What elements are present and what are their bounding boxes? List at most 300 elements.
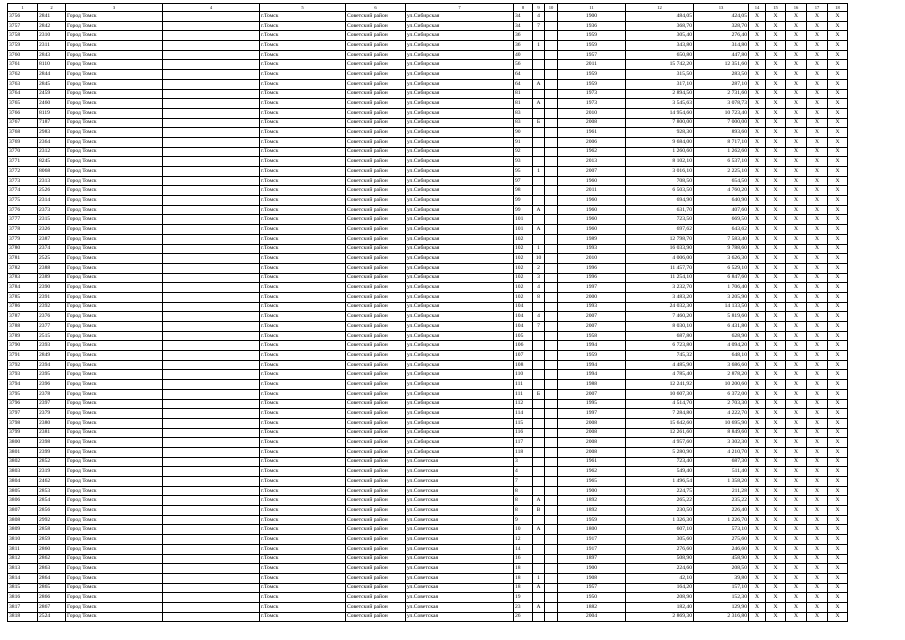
table-cell: г.Томск (260, 360, 346, 370)
table-cell: X (828, 157, 848, 167)
table-cell: X (786, 205, 807, 215)
table-cell: 10 695,90 (694, 418, 749, 428)
table-cell: 102 (514, 292, 533, 302)
table-cell: X (807, 292, 828, 302)
table-cell: 3781 (8, 254, 38, 264)
table-cell: 90 (514, 128, 533, 138)
table-cell: Город Томск (66, 108, 163, 118)
table-row (8, 244, 848, 254)
table-cell: 106 (514, 341, 533, 351)
table-cell: 1900 (558, 564, 626, 574)
table-cell: 315,50 (626, 70, 694, 80)
table-row (8, 79, 848, 89)
table-cell: 10 607,30 (626, 389, 694, 399)
table-cell: 2326 (38, 225, 66, 235)
table-cell: X (766, 205, 786, 215)
table-cell: 640,90 (694, 196, 749, 206)
table-cell (163, 602, 260, 612)
table-cell: Город Томск (66, 41, 163, 51)
table-cell: 3805 (8, 486, 38, 496)
table-cell: 3 686,60 (694, 360, 749, 370)
table-row (8, 283, 848, 293)
table-cell: Б (533, 118, 545, 128)
table-cell: 102 (514, 244, 533, 254)
table-cell: X (749, 254, 766, 264)
table-cell: г.Томск (260, 612, 346, 622)
table-cell: Советский район (346, 205, 406, 215)
table-cell: X (828, 554, 848, 564)
table-cell: Город Томск (66, 147, 163, 157)
table-cell: 9 684,00 (626, 137, 694, 147)
table-cell: 2460 (38, 99, 66, 109)
table-cell: 2376 (38, 312, 66, 322)
table-cell: X (786, 147, 807, 157)
table-cell: X (828, 370, 848, 380)
table-cell: X (766, 50, 786, 60)
table-row (8, 41, 848, 51)
table-cell: 1 (533, 244, 545, 254)
table-cell: 1960 (558, 225, 626, 235)
table-cell: 275,60 (694, 535, 749, 545)
table-cell: Советский район (346, 583, 406, 593)
table-cell (163, 583, 260, 593)
table-cell: 697,62 (626, 225, 694, 235)
table-cell (163, 477, 260, 487)
table-cell: А (533, 79, 545, 89)
table-cell: 4 (533, 283, 545, 293)
table-cell (545, 544, 558, 554)
table-cell: 1 (533, 573, 545, 583)
table-cell: Советский район (346, 302, 406, 312)
table-cell: 8245 (38, 157, 66, 167)
table-cell: ул.Сибирская (406, 399, 514, 409)
table-cell: X (766, 525, 786, 535)
table-cell: X (828, 360, 848, 370)
table-cell: 2462 (38, 477, 66, 487)
table-cell: X (766, 602, 786, 612)
table-cell: Город Томск (66, 351, 163, 361)
table-cell: X (828, 225, 848, 235)
table-cell: X (786, 89, 807, 99)
table-cell: Советский район (346, 31, 406, 41)
table-cell (163, 21, 260, 31)
table-cell: ул.Сибирская (406, 283, 514, 293)
table-row (8, 205, 848, 215)
table-cell: X (749, 176, 766, 186)
table-cell: 11 457,70 (626, 263, 694, 273)
table-cell: 3757 (8, 21, 38, 31)
table-cell (533, 234, 545, 244)
table-cell: 3799 (8, 428, 38, 438)
table-cell (545, 244, 558, 254)
table-cell (533, 564, 545, 574)
table-cell: X (807, 486, 828, 496)
table-cell (545, 515, 558, 525)
table-cell: 81 (514, 89, 533, 99)
table-cell: X (828, 128, 848, 138)
table-cell: X (807, 137, 828, 147)
table-cell: X (807, 418, 828, 428)
table-cell: 2852 (38, 457, 66, 467)
table-row (8, 457, 848, 467)
table-cell (163, 486, 260, 496)
table-cell: 1960 (558, 215, 626, 225)
table-cell (163, 564, 260, 574)
table-cell: X (786, 31, 807, 41)
table-cell (533, 544, 545, 554)
table-cell: г.Томск (260, 573, 346, 583)
table-cell (545, 31, 558, 41)
table-cell: Советский район (346, 496, 406, 506)
table-cell (163, 196, 260, 206)
table-cell: X (749, 225, 766, 235)
table-row (8, 186, 848, 196)
table-cell: X (766, 583, 786, 593)
table-cell: 3785 (8, 292, 38, 302)
table-cell: ул.Сибирская (406, 263, 514, 273)
table-cell: 117 (514, 438, 533, 448)
table-cell: Город Томск (66, 341, 163, 351)
table-cell: X (786, 457, 807, 467)
table-cell: Город Томск (66, 573, 163, 583)
table-cell (533, 331, 545, 341)
table-cell: Советский район (346, 283, 406, 293)
table-cell: 1 (533, 41, 545, 51)
table-cell: X (749, 137, 766, 147)
table-cell: г.Томск (260, 283, 346, 293)
table-cell: 2526 (38, 186, 66, 196)
table-row (8, 147, 848, 157)
table-cell: г.Томск (260, 118, 346, 128)
table-cell: 2315 (38, 215, 66, 225)
table-cell: 1 262,60 (694, 147, 749, 157)
table-cell: X (749, 554, 766, 564)
table-cell: 1989 (558, 234, 626, 244)
table-cell: X (786, 341, 807, 351)
table-cell: 8 030,10 (626, 322, 694, 332)
table-cell: X (786, 331, 807, 341)
table-cell (545, 167, 558, 177)
table-cell: X (807, 273, 828, 283)
table-row (8, 612, 848, 622)
table-cell: X (749, 515, 766, 525)
table-cell: г.Томск (260, 554, 346, 564)
table-cell: 5 280,90 (626, 447, 694, 457)
table-cell: 3795 (8, 389, 38, 399)
table-cell: 2 869,30 (626, 612, 694, 622)
table-cell: 4 (533, 312, 545, 322)
table-cell: X (766, 283, 786, 293)
table-cell: ул.Советская (406, 515, 514, 525)
table-cell: X (749, 108, 766, 118)
table-cell: Город Томск (66, 418, 163, 428)
table-row (8, 409, 848, 419)
column-number-cell: 11 (558, 4, 626, 12)
column-number-cell: 9 (533, 4, 545, 12)
table-cell: 2843 (38, 50, 66, 60)
table-cell: 2396 (38, 380, 66, 390)
table-cell: Советский район (346, 157, 406, 167)
table-cell: 2319 (38, 467, 66, 477)
table-cell (533, 380, 545, 390)
table-cell: 2007 (558, 389, 626, 399)
table-cell: г.Томск (260, 292, 346, 302)
table-cell: X (828, 322, 848, 332)
table-cell: Город Томск (66, 564, 163, 574)
table-cell: ул.Советская (406, 612, 514, 622)
table-cell (163, 118, 260, 128)
table-cell (163, 302, 260, 312)
table-cell: 3812 (8, 554, 38, 564)
table-cell: 1936 (558, 21, 626, 31)
table-cell: 18 (514, 583, 533, 593)
table-cell: X (766, 167, 786, 177)
table-cell: X (786, 399, 807, 409)
table-cell: X (749, 370, 766, 380)
table-cell (163, 506, 260, 516)
table-cell: 2312 (38, 147, 66, 157)
table-cell: X (766, 389, 786, 399)
table-cell (545, 583, 558, 593)
table-cell: 108 (514, 360, 533, 370)
table-row (8, 496, 848, 506)
table-cell: г.Томск (260, 21, 346, 31)
table-cell: X (766, 99, 786, 109)
table-cell: X (749, 438, 766, 448)
table-cell: X (828, 196, 848, 206)
table-cell: Город Томск (66, 176, 163, 186)
table-cell: Советский район (346, 41, 406, 51)
table-cell: ул.Сибирская (406, 60, 514, 70)
table-cell (163, 593, 260, 603)
table-cell: Советский район (346, 99, 406, 109)
table-cell: X (766, 477, 786, 487)
table-cell: X (828, 89, 848, 99)
table-cell: 34 (514, 21, 533, 31)
table-cell: 1950 (558, 593, 626, 603)
table-cell (533, 399, 545, 409)
table-cell: X (828, 477, 848, 487)
table-cell: ул.Советская (406, 506, 514, 516)
table-cell: Советский район (346, 147, 406, 157)
table-cell: Город Томск (66, 370, 163, 380)
table-cell: ул.Сибирская (406, 215, 514, 225)
table-cell (163, 12, 260, 22)
table-cell: 2374 (38, 244, 66, 254)
table-cell: 1965 (558, 477, 626, 487)
table-cell: 3789 (8, 331, 38, 341)
table-cell: 208,50 (694, 564, 749, 574)
table-cell: 8119 (38, 108, 66, 118)
table-cell: 2008 (558, 418, 626, 428)
table-cell (163, 515, 260, 525)
table-cell: 8 849,60 (694, 428, 749, 438)
table-cell (545, 360, 558, 370)
table-body (8, 4, 848, 622)
table-cell: 1959 (558, 31, 626, 41)
table-cell: ул.Сибирская (406, 312, 514, 322)
table-row (8, 31, 848, 41)
table-cell: X (766, 322, 786, 332)
table-cell (163, 50, 260, 60)
table-cell: 283,50 (694, 70, 749, 80)
table-cell: Город Томск (66, 12, 163, 22)
table-cell: 6 723,80 (626, 341, 694, 351)
table-cell: 10 200,60 (694, 380, 749, 390)
table-cell: X (786, 254, 807, 264)
table-cell: X (749, 418, 766, 428)
table-cell: 3767 (8, 118, 38, 128)
table-cell: 91 (514, 137, 533, 147)
table-cell (533, 486, 545, 496)
table-cell: Город Томск (66, 535, 163, 545)
table-cell: 1957 (558, 583, 626, 593)
table-cell: 102 (514, 273, 533, 283)
table-cell: X (766, 312, 786, 322)
table-cell (545, 467, 558, 477)
table-cell: X (766, 409, 786, 419)
table-cell: X (786, 573, 807, 583)
table-cell: X (766, 273, 786, 283)
table-cell (163, 360, 260, 370)
table-cell: 1917 (558, 535, 626, 545)
table-cell (163, 60, 260, 70)
table-row (8, 593, 848, 603)
table-cell: X (786, 12, 807, 22)
table-cell: X (807, 12, 828, 22)
table-cell: ул.Сибирская (406, 41, 514, 51)
table-cell (545, 525, 558, 535)
table-cell: X (828, 602, 848, 612)
table-cell: Город Томск (66, 234, 163, 244)
table-cell: Город Томск (66, 612, 163, 622)
table-cell: Город Томск (66, 399, 163, 409)
table-cell: X (807, 467, 828, 477)
table-cell: X (828, 186, 848, 196)
table-cell: 328,70 (694, 21, 749, 31)
table-cell: ул.Советская (406, 467, 514, 477)
table-cell (545, 12, 558, 22)
table-cell: X (766, 506, 786, 516)
column-number-cell: 6 (346, 4, 406, 12)
table-cell (545, 331, 558, 341)
table-cell: ул.Сибирская (406, 31, 514, 41)
table-cell: Город Томск (66, 186, 163, 196)
table-cell: 2864 (38, 573, 66, 583)
table-cell: 101 (514, 225, 533, 235)
table-cell: X (766, 108, 786, 118)
table-cell: Город Томск (66, 205, 163, 215)
table-cell: 2 225,10 (694, 167, 749, 177)
table-cell: X (786, 118, 807, 128)
table-cell: 2380 (38, 418, 66, 428)
table-cell: 2388 (38, 263, 66, 273)
table-cell: 164,20 (626, 583, 694, 593)
table-cell: X (807, 263, 828, 273)
table-cell: 3777 (8, 215, 38, 225)
table-cell: X (807, 593, 828, 603)
table-cell: Город Томск (66, 438, 163, 448)
table-cell: 2 894,50 (626, 89, 694, 99)
table-cell: Город Томск (66, 457, 163, 467)
table-cell: X (828, 70, 848, 80)
table-cell: 93 (514, 157, 533, 167)
table-cell: 7 (514, 477, 533, 487)
table-cell: г.Томск (260, 380, 346, 390)
table-cell (533, 89, 545, 99)
table-cell: X (749, 583, 766, 593)
table-cell: 4 (533, 12, 545, 22)
table-cell: X (786, 477, 807, 487)
table-cell: 114 (514, 409, 533, 419)
table-cell: X (749, 302, 766, 312)
table-cell: 654,50 (694, 176, 749, 186)
table-cell: X (807, 515, 828, 525)
table-cell: Город Томск (66, 602, 163, 612)
table-cell: 8068 (38, 167, 66, 177)
table-cell: 2373 (38, 205, 66, 215)
table-cell: X (828, 418, 848, 428)
table-cell: 3787 (8, 312, 38, 322)
table-cell: г.Томск (260, 137, 346, 147)
table-cell: Советский район (346, 612, 406, 622)
table-cell: Город Томск (66, 506, 163, 516)
table-cell: Советский район (346, 196, 406, 206)
table-cell (163, 234, 260, 244)
table-cell: X (786, 186, 807, 196)
table-row (8, 399, 848, 409)
table-cell: 5 819,60 (694, 312, 749, 322)
table-cell: 628,90 (694, 331, 749, 341)
table-cell: X (828, 41, 848, 51)
table-cell: ул.Сибирская (406, 447, 514, 457)
table-cell: ул.Сибирская (406, 225, 514, 235)
table-cell: Советский район (346, 89, 406, 99)
table-cell: 99 (514, 205, 533, 215)
table-cell: 287,10 (694, 79, 749, 89)
table-row (8, 447, 848, 457)
table-cell: Город Томск (66, 157, 163, 167)
table-cell: X (828, 515, 848, 525)
column-number-cell: 15 (766, 4, 786, 12)
table-cell: X (749, 428, 766, 438)
table-cell: 8 (514, 486, 533, 496)
table-cell: X (766, 89, 786, 99)
table-cell: Советский район (346, 254, 406, 264)
table-cell: 2397 (38, 399, 66, 409)
table-cell: 7 460,20 (626, 312, 694, 322)
table-cell: X (807, 157, 828, 167)
table-row (8, 167, 848, 177)
table-cell: 2007 (558, 322, 626, 332)
column-number-cell: 7 (406, 4, 514, 12)
table-cell: 3784 (8, 283, 38, 293)
table-cell: 24 032,30 (626, 302, 694, 312)
table-cell: 4 514,70 (626, 399, 694, 409)
table-cell: 2841 (38, 12, 66, 22)
table-cell: 447,80 (694, 50, 749, 60)
table-cell: г.Томск (260, 147, 346, 157)
table-cell: 2845 (38, 79, 66, 89)
table-cell (545, 477, 558, 487)
table-row (8, 322, 848, 332)
table-cell: Советский район (346, 399, 406, 409)
table-cell: 2008 (558, 118, 626, 128)
table-cell: 4 094,20 (694, 341, 749, 351)
table-cell (545, 70, 558, 80)
table-cell: Город Томск (66, 593, 163, 603)
table-cell: 2313 (38, 176, 66, 186)
